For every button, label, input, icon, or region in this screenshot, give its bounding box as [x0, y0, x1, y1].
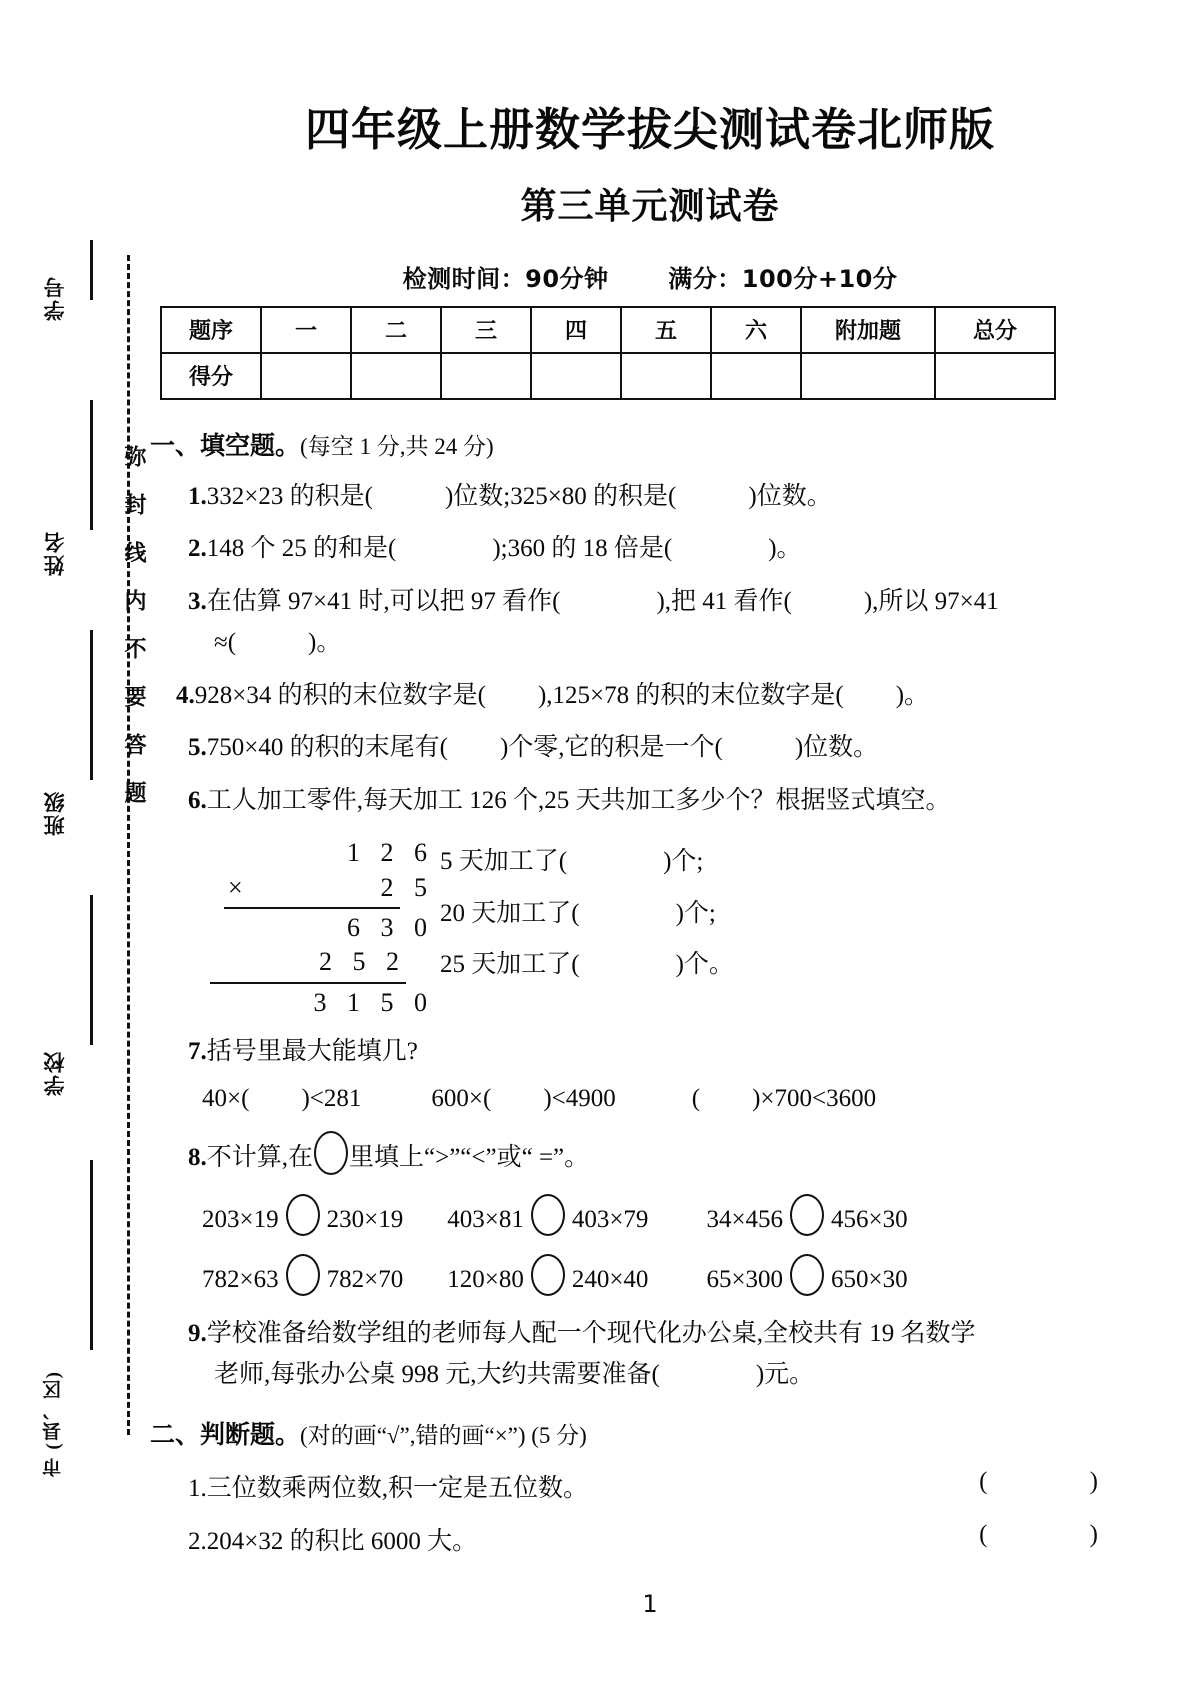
- sidebar-label-school: 学校: [43, 1050, 67, 1096]
- score-table-row-label-score: 得分: [161, 353, 261, 399]
- expression-2: [431, 1085, 615, 1113]
- question-number: 9.: [188, 1319, 207, 1347]
- question-number: 1.: [188, 482, 207, 510]
- question-text: 750×40 的积的末尾有(: [206, 734, 448, 762]
- question-number: 2.: [188, 1527, 207, 1555]
- score-table-col-4: 四: [531, 307, 621, 353]
- comparison-left: 203×19: [202, 1205, 279, 1233]
- question-text: )。: [308, 629, 342, 657]
- circle-blank-icon[interactable]: [314, 1131, 348, 1175]
- expression-left: (: [691, 1085, 701, 1113]
- score-cell[interactable]: [351, 353, 441, 399]
- sidebar-label-city-district: 市 (县、区): [43, 1370, 64, 1478]
- score-table-col-total: 总分: [935, 307, 1055, 353]
- section-number: 二、: [150, 1419, 201, 1449]
- question-text: ),125×78 的积的末位数字是(: [537, 681, 844, 709]
- question-text: 在估算 97×41 时,可以把 97 看作(: [206, 587, 561, 615]
- sidebar-label-name: 姓名: [43, 530, 67, 576]
- multiply-operator-icon: ×: [228, 872, 243, 902]
- question-text: )个零,它的积是一个(: [499, 734, 723, 762]
- question-number: 5.: [188, 734, 207, 762]
- question-text: 204×32 的积比 6000 大。: [206, 1527, 478, 1555]
- section-number: 一、: [150, 430, 201, 460]
- vm-divider: [224, 907, 400, 909]
- question-text: ),把 41 看作(: [656, 587, 792, 615]
- expression-right: )<281: [301, 1085, 362, 1113]
- score-table-col-3: 三: [441, 307, 531, 353]
- question-8-row-2: [202, 1254, 1150, 1296]
- question-text: )。: [768, 535, 802, 563]
- vm-multiplicand: 1 2 6: [347, 838, 434, 868]
- exam-time: 检测时间：90分钟: [402, 264, 609, 293]
- sidebar-rule: [90, 400, 93, 530]
- section-title: 判断题。: [200, 1421, 301, 1449]
- answer-parentheses[interactable]: ( ): [979, 1467, 1146, 1495]
- vm-multiplier: 2 5: [380, 872, 434, 902]
- score-cell[interactable]: [531, 353, 621, 399]
- comparison-left: 782×63: [202, 1265, 279, 1293]
- tf-question: [188, 1468, 588, 1504]
- question-text: 5 天加工了(: [440, 848, 568, 876]
- question-text: 不计算,在: [206, 1144, 314, 1172]
- question-number: 2.: [188, 535, 207, 563]
- question-6-sub-2: [440, 888, 734, 939]
- sidebar-rule: [90, 630, 93, 780]
- vm-divider: [210, 982, 406, 984]
- comparison-2: [447, 1194, 648, 1236]
- question-text: )个;: [675, 899, 716, 927]
- comparison-circle-icon[interactable]: [531, 1194, 565, 1236]
- question-text: 三位数乘两位数,积一定是五位数。: [206, 1474, 589, 1502]
- expression-left: 40×(: [202, 1085, 250, 1113]
- score-cell[interactable]: [801, 353, 935, 399]
- sidebar-rule: [90, 1160, 93, 1350]
- question-text: )。: [895, 681, 930, 709]
- question-number: 1.: [188, 1474, 207, 1502]
- comparison-3: [706, 1194, 907, 1236]
- score-table-col-extra: 附加题: [801, 307, 935, 353]
- vm-product: 3 1 5 0: [313, 987, 434, 1017]
- exam-meta: [150, 259, 1150, 294]
- score-table-col-2: 二: [351, 307, 441, 353]
- question-number: 8.: [188, 1144, 207, 1172]
- answer-parentheses[interactable]: ( ): [979, 1520, 1146, 1548]
- question-text: 928×34 的积的末位数字是(: [194, 681, 486, 709]
- comparison-1: [202, 1194, 403, 1236]
- comparison-left: 65×300: [706, 1265, 784, 1293]
- question-6-sub-1: [440, 836, 734, 887]
- score-cell[interactable]: [261, 353, 351, 399]
- sealing-line-notice: 弥封线内不要答题: [122, 445, 147, 829]
- score-cell[interactable]: [935, 353, 1055, 399]
- score-cell[interactable]: [711, 353, 801, 399]
- exam-page: [150, 0, 1150, 1684]
- question-number: 7.: [188, 1037, 207, 1065]
- question-text: )位数。: [748, 482, 832, 510]
- sidebar-label-class: 班级: [43, 790, 67, 836]
- question-text: 里填上“>”“<”或“ =”。: [349, 1144, 590, 1172]
- score-table-col-5: 五: [621, 307, 711, 353]
- score-table-header-label: 题序: [161, 307, 261, 353]
- sealing-dashed-line: [127, 255, 130, 1435]
- score-table-col-1: 一: [261, 307, 351, 353]
- question-7: [188, 1034, 1150, 1070]
- comparison-circle-icon[interactable]: [790, 1254, 824, 1296]
- question-2: [188, 531, 1150, 567]
- page-subtitle: 第三单元测试卷: [520, 185, 780, 227]
- comparison-right: 456×30: [831, 1205, 908, 1233]
- question-text: 括号里最大能填几?: [206, 1037, 418, 1065]
- question-text: )个;: [663, 848, 704, 876]
- page-title: 四年级上册数学拔尖测试卷北师版: [304, 103, 995, 156]
- comparison-circle-icon[interactable]: [531, 1254, 565, 1296]
- question-6-work-area: [210, 832, 1150, 1020]
- score-cell[interactable]: [441, 353, 531, 399]
- section-header-fill-in: [150, 426, 1150, 462]
- expression-right: )<4900: [543, 1085, 616, 1113]
- table-row: [161, 353, 1055, 399]
- comparison-circle-icon[interactable]: [286, 1254, 320, 1296]
- score-cell[interactable]: [621, 353, 711, 399]
- comparison-right: 240×40: [571, 1265, 649, 1293]
- exam-full-score: 满分：100分+10分: [668, 264, 898, 293]
- score-table-col-6: 六: [711, 307, 801, 353]
- comparison-circle-icon[interactable]: [286, 1194, 320, 1236]
- comparison-left: 34×456: [706, 1205, 784, 1233]
- table-row: [161, 307, 1055, 353]
- comparison-right: 403×79: [571, 1205, 649, 1233]
- comparison-left: 403×81: [447, 1205, 524, 1233]
- question-text: );360 的 18 倍是(: [492, 535, 673, 563]
- section-title: 填空题。: [200, 432, 301, 460]
- true-false-item-1: [188, 1468, 1150, 1504]
- question-text: 332×23 的积是(: [206, 482, 373, 510]
- question-text: 25 天加工了(: [440, 950, 580, 978]
- comparison-right: 782×70: [326, 1265, 404, 1293]
- question-text: )位数。: [794, 734, 879, 762]
- true-false-item-2: [188, 1521, 1150, 1557]
- question-8-row-1: [202, 1194, 1150, 1236]
- comparison-left: 120×80: [447, 1265, 524, 1293]
- question-3-line2: [214, 625, 1150, 661]
- question-text: 工人加工零件,每天加工 126 个,25 天共加工多少个？根据竖式填空。: [206, 786, 951, 814]
- comparison-5: [447, 1254, 648, 1296]
- expression-right: )×700<3600: [752, 1085, 877, 1113]
- question-text: 20 天加工了(: [440, 899, 580, 927]
- question-text: )位数;325×80 的积是(: [444, 482, 677, 510]
- expression-left: 600×(: [431, 1085, 492, 1113]
- question-4: [176, 678, 1150, 714]
- sidebar-label-student-id: 学号: [43, 275, 67, 321]
- question-number: 3.: [188, 587, 207, 615]
- section-note: (对的画“√”,错的画“×”) (5 分): [300, 1422, 587, 1448]
- question-text: ),所以 97×41: [863, 587, 999, 615]
- question-6-subquestions: [440, 832, 734, 990]
- question-text: ≈(: [214, 629, 237, 657]
- comparison-right: 650×30: [831, 1265, 908, 1293]
- question-text: 学校准备给数学组的老师每人配一个现代化办公桌,全校共有 19 名数学: [206, 1319, 976, 1347]
- question-6: [188, 783, 1150, 819]
- vm-partial-2: 2 5 2: [319, 947, 406, 977]
- section-note: (每空 1 分,共 24 分): [300, 433, 494, 459]
- sidebar-outer-column: [40, 0, 100, 1684]
- expression-3: [692, 1085, 876, 1113]
- score-table: [160, 306, 1056, 400]
- vertical-multiplication: [210, 832, 440, 1020]
- comparison-4: [202, 1254, 403, 1296]
- question-6-sub-3: [440, 939, 734, 990]
- question-7-expressions: [202, 1085, 1150, 1113]
- tf-question: [188, 1521, 477, 1557]
- question-8: [188, 1131, 1150, 1176]
- question-text: 148 个 25 的和是(: [206, 535, 397, 563]
- comparison-6: [706, 1254, 907, 1296]
- section-header-true-false: [150, 1415, 1150, 1451]
- sidebar-rule: [90, 895, 93, 1045]
- question-5: [188, 730, 1150, 766]
- expression-1: [202, 1085, 361, 1113]
- question-9: [188, 1316, 1150, 1352]
- vm-partial-1: 6 3 0: [347, 912, 434, 942]
- question-9-line2: [214, 1357, 1150, 1393]
- comparison-right: 230×19: [326, 1205, 404, 1233]
- binding-sidebar: [0, 0, 150, 1684]
- question-text: )元。: [755, 1361, 815, 1389]
- question-text: 老师,每张办公桌 998 元,大约共需要准备(: [214, 1361, 660, 1389]
- question-1: [188, 479, 1150, 515]
- question-text: )个。: [675, 950, 734, 978]
- page-number: 1: [642, 1590, 658, 1618]
- question-number: 4.: [176, 681, 195, 709]
- question-3: [188, 584, 1150, 620]
- question-number: 6.: [188, 786, 207, 814]
- vm-multiplier-row: [210, 871, 440, 905]
- comparison-circle-icon[interactable]: [790, 1194, 824, 1236]
